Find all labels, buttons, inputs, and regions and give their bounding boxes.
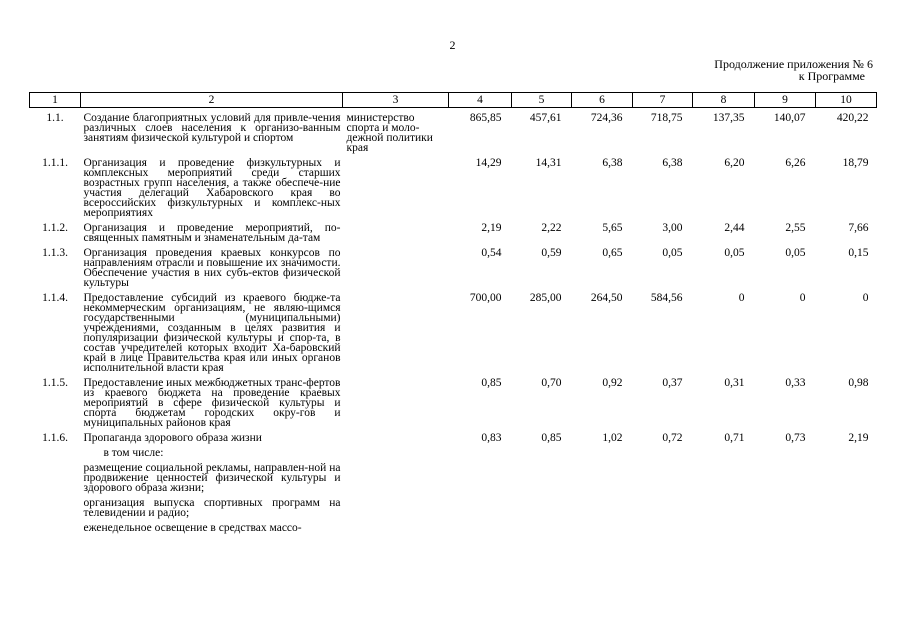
row-value-col4: 0,83 [481, 432, 502, 444]
row-value-col10: 0,98 [848, 377, 869, 389]
header-col-9: 9 [755, 93, 816, 108]
row-value-col10: 0,15 [848, 247, 869, 259]
row-value-col6: 0,65 [602, 247, 623, 259]
row-value-col5: 285,00 [529, 292, 562, 304]
sub-item-text: организация выпуска спортивных программ на телевидении и радио; [83, 497, 341, 519]
row-responsible [343, 428, 449, 443]
row-value-col9: 2,55 [785, 222, 806, 234]
row-value-col7: 6,38 [662, 157, 683, 169]
row-description: Создание благоприятных условий для привле-чения различных слоев населения к организо-ванным занятиям физической культурой и спортом [83, 112, 341, 144]
row-value-col9: 0,73 [785, 432, 806, 444]
row-value-col8: 0,71 [724, 432, 745, 444]
row-description: Предоставление субсидий из краевого бюдже-та некоммерческим организациям, не являю-щимся государственными (муниципальными) учреждениями, созданным в целях развития и популяризации физической культуры и спор-та, в состав учредителей которых входит Ха-баровский край в лице Правительства края или иных органов исполнительной власти края [83, 292, 341, 374]
header-col-3: 3 [343, 93, 449, 108]
row-responsible: министерство спорта и моло-дежной политики края [346, 112, 433, 154]
row-description: Организация проведения краевых конкурсов по направлениям отрасли и повышение их значимости. Обеспечение участия в них субъ-ектов физической культуры [83, 247, 341, 289]
row-number: 1.1. [46, 112, 64, 124]
table-row [30, 218, 877, 243]
row-value-col7: 0,37 [662, 377, 683, 389]
header-col-4: 4 [449, 93, 512, 108]
sub-item-row [30, 458, 877, 493]
sub-item-label [81, 443, 343, 458]
row-value-col7: 3,00 [662, 222, 683, 234]
header-col-6: 6 [572, 93, 633, 108]
row-value-col5: 2,22 [541, 222, 562, 234]
row-value-col7: 584,56 [650, 292, 683, 304]
row-value-col10: 7,66 [848, 222, 869, 234]
row-responsible [343, 243, 449, 288]
row-value-col6: 0,92 [602, 377, 623, 389]
header-col-2: 2 [81, 93, 343, 108]
sub-item-row [30, 493, 877, 518]
row-value-col4: 865,85 [469, 112, 502, 124]
row-value-col5: 14,31 [535, 157, 562, 169]
row-value-col8: 0,31 [724, 377, 745, 389]
program-table [29, 92, 877, 533]
table-row [30, 288, 877, 373]
continuation-note [714, 58, 873, 82]
row-number: 1.1.2. [42, 222, 68, 234]
row-responsible [343, 288, 449, 373]
sub-item-text: размещение социальной рекламы, направлен-ной на продвижение ценностей физической культуры и здорового образа жизни; [83, 462, 341, 494]
row-value-col8: 137,35 [712, 112, 745, 124]
row-value-col9: 0 [799, 292, 806, 304]
row-value-col7: 0,72 [662, 432, 683, 444]
continuation-line-2: к Программе [798, 69, 865, 83]
page-number: 2 [449, 38, 456, 52]
row-number: 1.1.5. [42, 377, 68, 389]
row-value-col6: 6,38 [602, 157, 623, 169]
table-row [30, 108, 877, 154]
row-description: Организация и проведение мероприятий, по-священных памятным и знаменательным да-там [83, 222, 341, 244]
row-value-col8: 2,44 [724, 222, 745, 234]
row-value-col9: 6,26 [785, 157, 806, 169]
row-value-col8: 6,20 [724, 157, 745, 169]
continuation-line-1: Продолжение приложения № 6 [714, 57, 873, 71]
sub-item-row [30, 443, 877, 458]
row-description: Пропаганда здорового образа жизни [83, 432, 262, 444]
row-value-col4: 700,00 [469, 292, 502, 304]
row-value-col5: 0,85 [541, 432, 562, 444]
row-value-col6: 5,65 [602, 222, 623, 234]
row-number: 1.1.3. [42, 247, 68, 259]
row-value-col8: 0 [738, 292, 745, 304]
row-value-col5: 0,59 [541, 247, 562, 259]
sub-item-text: в том числе: [103, 447, 164, 459]
row-value-col6: 264,50 [590, 292, 623, 304]
header-col-8: 8 [693, 93, 755, 108]
table-row [30, 153, 877, 218]
header-col-10: 10 [816, 93, 877, 108]
row-value-col8: 0,05 [724, 247, 745, 259]
header-col-7: 7 [633, 93, 693, 108]
row-value-col4: 0,85 [481, 377, 502, 389]
row-description: Предоставление иных межбюджетных транс-фертов из краевого бюджета на проведение краевых мероприятий в сфере физической культуры и спорта бюджетам городских окру-гов и муниципальных районов края [83, 377, 341, 429]
row-value-col7: 0,05 [662, 247, 683, 259]
row-value-col9: 0,33 [785, 377, 806, 389]
header-row [30, 93, 877, 108]
sub-item-text: еженедельное освещение в средствах массо- [83, 522, 302, 534]
row-number: 1.1.6. [42, 432, 68, 444]
row-value-col5: 457,61 [529, 112, 562, 124]
row-value-col7: 718,75 [650, 112, 683, 124]
header-col-1: 1 [30, 93, 81, 108]
row-value-col9: 0,05 [785, 247, 806, 259]
row-number: 1.1.1. [42, 157, 68, 169]
row-value-col5: 0,70 [541, 377, 562, 389]
row-value-col10: 420,22 [836, 112, 869, 124]
table-row [30, 373, 877, 428]
sub-item-row [30, 518, 877, 533]
header-col-5: 5 [512, 93, 572, 108]
row-value-col6: 1,02 [602, 432, 623, 444]
row-responsible [343, 373, 449, 428]
row-value-col9: 140,07 [773, 112, 806, 124]
row-value-col4: 14,29 [475, 157, 502, 169]
row-value-col6: 724,36 [590, 112, 623, 124]
table-row [30, 243, 877, 288]
row-value-col10: 2,19 [848, 432, 869, 444]
row-value-col4: 0,54 [481, 247, 502, 259]
row-value-col4: 2,19 [481, 222, 502, 234]
row-number: 1.1.4. [42, 292, 68, 304]
row-description: Организация и проведение физкультурных и комплексных мероприятий среди старших возрастных групп населения, а также обеспече-ние участия делегаций Хабаровского края во всероссийских физкультурных и комплекс-ных мероприятиях [83, 157, 341, 219]
row-responsible [343, 153, 449, 218]
table-row [30, 428, 877, 443]
row-responsible [343, 218, 449, 243]
row-value-col10: 0 [862, 292, 869, 304]
row-value-col10: 18,79 [842, 157, 869, 169]
